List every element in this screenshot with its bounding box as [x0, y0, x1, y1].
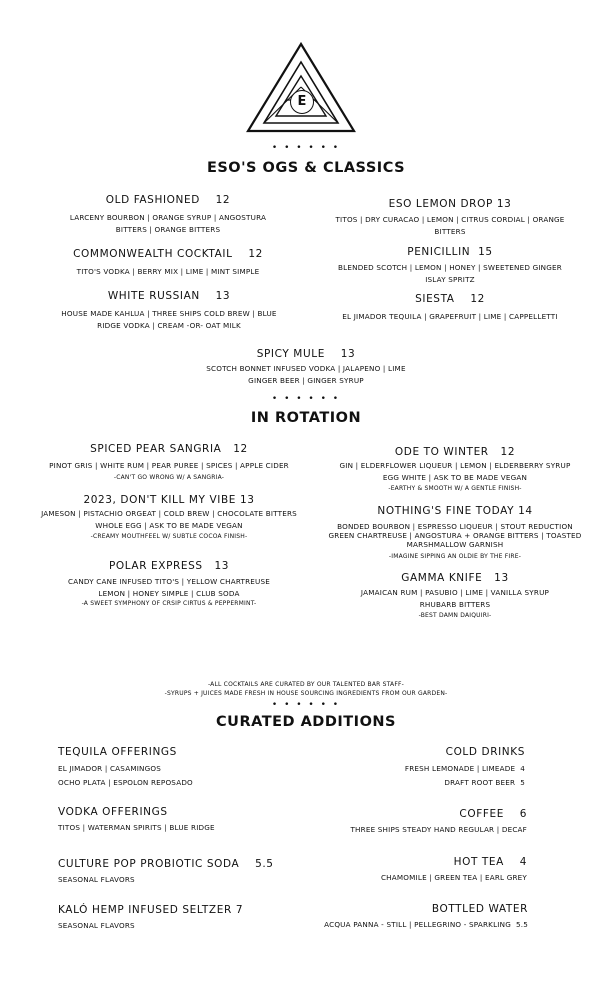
addition-culture-pop — [58, 858, 338, 886]
item-ingredients: BITTERS — [434, 227, 466, 236]
item-ingredients: BONDED BOURBON | ESPRESSO LIQUEUR | STOUT REDUCTION — [337, 522, 573, 531]
item-ingredients: ACQUA PANNA - STILL | PELLEGRINO - SPARKLING — [324, 920, 511, 929]
item-ingredients: CANDY CANE INFUSED TITO'S | YELLOW CHARTREUSE — [67, 577, 270, 586]
menu-item-commonwealth — [28, 248, 308, 278]
addition-kalo-seltzer — [58, 904, 338, 932]
item-note: -CAN'T GO WRONG W/ A SANGRIA- — [113, 474, 225, 481]
item-name: SPICED PEAR SANGRIA — [90, 443, 222, 455]
item-price: 13 — [494, 572, 509, 584]
menu-item-gamma-knife — [300, 572, 610, 619]
item-ingredients: GINGER BEER | GINGER SYRUP — [248, 376, 364, 385]
item-ingredients: THREE SHIPS STEADY HAND REGULAR | DECAF — [350, 825, 527, 834]
item-ingredients: BITTERS | ORANGE BITTERS — [115, 225, 221, 234]
item-ingredients: SEASONAL FLAVORS — [58, 921, 135, 930]
item-ingredients: BLENDED SCOTCH | LEMON | HONEY | SWEETENED GINGER — [338, 263, 562, 272]
footer-note: -SYRUPS + JUICES MADE FRESH IN HOUSE SOURCING INGREDIENTS FROM OUR GARDEN- — [164, 690, 448, 697]
item-name: TEQUILA OFFERINGS — [58, 746, 177, 758]
menu-item-siesta — [300, 293, 600, 323]
item-name: WHITE RUSSIAN — [107, 290, 200, 302]
item-name: SPICY MULE — [256, 348, 325, 360]
item-price: 12 — [470, 293, 485, 305]
item-name: ESO LEMON DROP — [388, 198, 493, 210]
item-ingredients: LARCENY BOURBON | ORANGE SYRUP | ANGOSTURA — [69, 213, 267, 222]
item-price: 13 — [214, 560, 230, 572]
item-ingredients: CHAMOMILE | GREEN TEA | EARL GREY — [380, 873, 527, 882]
menu-item-polar-express — [14, 560, 324, 607]
item-price: 13 — [340, 348, 356, 360]
item-note: -BEST DAMN DAIQUIRI- — [418, 612, 492, 619]
separator-dots: • • • • • • — [271, 700, 341, 710]
addition-cold-drinks — [300, 746, 525, 790]
item-ingredients: PINOT GRIS | WHITE RUM | PEAR PUREE | SPICES | APPLE CIDER — [49, 461, 289, 470]
addition-coffee — [300, 808, 527, 836]
addition-hot-tea — [300, 856, 527, 884]
menu-item-lemon-drop — [300, 198, 600, 238]
item-name: ODE TO WINTER — [394, 446, 489, 458]
item-name: 2023, DON'T KILL MY VIBE — [83, 494, 237, 506]
section-heading-rotation: IN ROTATION — [250, 410, 362, 426]
item-price: 12 — [215, 194, 231, 206]
item-ingredients: ISLAY SPRITZ — [425, 275, 475, 284]
item-price: 15 — [478, 246, 493, 258]
item-ingredients: SCOTCH BONNET INFUSED VODKA | JALAPENO | LIME — [206, 364, 406, 373]
item-price: 4 — [519, 856, 527, 868]
item-price: 5.5 — [255, 858, 274, 870]
item-name: PENICILLIN — [407, 246, 471, 258]
item-ingredients: TITO'S VODKA | BERRY MIX | LIME | MINT SIMPLE — [76, 267, 260, 276]
menu-item-nothings-fine-today — [300, 505, 610, 560]
item-price: 12 — [248, 248, 263, 260]
item-note: -A SWEET SYMPHONY OF CRSIP CIRTUS & PEPPERMINT- — [81, 600, 257, 607]
logo — [246, 42, 356, 134]
item-ingredients: RIDGE VODKA | CREAM -OR- OAT MILK — [97, 321, 241, 330]
section-heading-additions: CURATED ADDITIONS — [216, 714, 396, 730]
item-ingredients: EL JIMADOR | CASAMINGOS — [58, 764, 162, 773]
logo-letter: E — [290, 90, 314, 114]
item-ingredients: HOUSE MADE KAHLUA | THREE SHIPS COLD BREW | BLUE — [61, 309, 277, 318]
item-ingredients: FRESH LEMONADE | LIMEADE — [404, 764, 516, 773]
menu-item-ode-to-winter — [300, 446, 610, 492]
footer-note: -ALL COCKTAILS ARE CURATED BY OUR TALENTED BAR STAFF- — [207, 681, 405, 688]
addition-tequila — [58, 746, 318, 790]
item-name: SIESTA — [415, 293, 455, 305]
item-ingredients: TITOS | DRY CURACAO | LEMON | CITRUS CORDIAL | ORANGE — [335, 215, 565, 224]
item-ingredients: JAMESON | PISTACHIO ORGEAT | COLD BREW | CHOCOLATE BITTERS — [41, 509, 297, 518]
item-ingredients: GREEN CHARTREUSE | ANGOSTURA + ORANGE BITTERS | TOASTED — [328, 531, 582, 540]
item-name: BOTTLED WATER — [431, 903, 528, 915]
addition-bottled-water — [300, 903, 528, 931]
section-heading-ogs: ESO'S OGS & CLASSICS — [206, 160, 406, 176]
separator-dots: • • • • • • — [271, 394, 341, 404]
addition-vodka — [58, 806, 318, 834]
item-price: 13 — [239, 494, 255, 506]
item-name: COFFEE — [459, 808, 504, 820]
item-price: 12 — [233, 443, 248, 455]
item-ingredients: WHOLE EGG | ASK TO BE MADE VEGAN — [95, 521, 243, 530]
item-price: 13 — [496, 198, 512, 210]
menu-item-spicy-mule — [0, 348, 612, 387]
item-note: -EARTHY & SMOOTH W/ A GENTLE FINISH- — [388, 485, 522, 492]
item-ingredients: EL JIMADOR TEQUILA | GRAPEFRUIT | LIME | CAPPELLETTI — [342, 312, 558, 321]
item-name: POLAR EXPRESS — [108, 560, 203, 572]
item-note: -CREAMY MOUTHFEEL W/ SUBTLE COCOA FINISH- — [90, 533, 248, 540]
item-name: KALÓ HEMP INFUSED SELTZER — [58, 904, 232, 916]
item-ingredients: RHUBARB BITTERS — [419, 600, 491, 609]
triangle-logo-icon — [246, 42, 356, 134]
menu-item-spiced-pear-sangria — [14, 443, 324, 481]
item-note: -IMAGINE SIPPING AN OLDIE BY THE FIRE- — [388, 553, 522, 560]
item-ingredients: TITOS | WATERMAN SPIRITS | BLUE RIDGE — [58, 823, 215, 832]
item-ingredients: SEASONAL FLAVORS — [58, 875, 135, 884]
item-ingredients: EGG WHITE | ASK TO BE MADE VEGAN — [382, 473, 528, 482]
menu-item-white-russian — [14, 290, 324, 332]
item-name: COLD DRINKS — [445, 746, 525, 758]
item-name: COMMONWEALTH COCKTAIL — [73, 248, 233, 260]
item-price: 13 — [215, 290, 231, 302]
separator-dots: • • • • • • — [271, 143, 341, 153]
item-name: GAMMA KNIFE — [401, 572, 483, 584]
item-name: HOT TEA — [453, 856, 504, 868]
item-ingredients: LEMON | HONEY SIMPLE | CLUB SODA — [98, 589, 240, 598]
item-ingredients: GIN | ELDERFLOWER LIQUEUR | LEMON | ELDERBERRY SYRUP — [339, 461, 571, 470]
item-price: 4 — [520, 764, 525, 773]
item-name: VODKA OFFERINGS — [58, 806, 168, 818]
item-ingredients: MARSHMALLOW GARNISH — [406, 540, 504, 549]
menu-item-old-fashioned — [28, 194, 308, 236]
item-price: 5 — [520, 778, 525, 787]
item-name: OLD FASHIONED — [105, 194, 200, 206]
item-price: 12 — [500, 446, 516, 458]
item-ingredients: DRAFT ROOT BEER — [444, 778, 516, 787]
item-price: 14 — [518, 505, 533, 517]
item-ingredients: OCHO PLATA | ESPOLON REPOSADO — [58, 778, 193, 787]
menu-item-dont-kill-my-vibe — [14, 494, 324, 540]
item-name: NOTHING'S FINE TODAY — [377, 505, 515, 517]
item-price: 7 — [235, 904, 244, 916]
item-name: CULTURE POP PROBIOTIC SODA — [58, 858, 240, 870]
item-price: 5.5 — [515, 920, 528, 929]
item-price: 6 — [519, 808, 527, 820]
menu-item-penicillin — [300, 246, 600, 286]
item-ingredients: JAMAICAN RUM | PASUBIO | LIME | VANILLA SYRUP — [360, 588, 550, 597]
